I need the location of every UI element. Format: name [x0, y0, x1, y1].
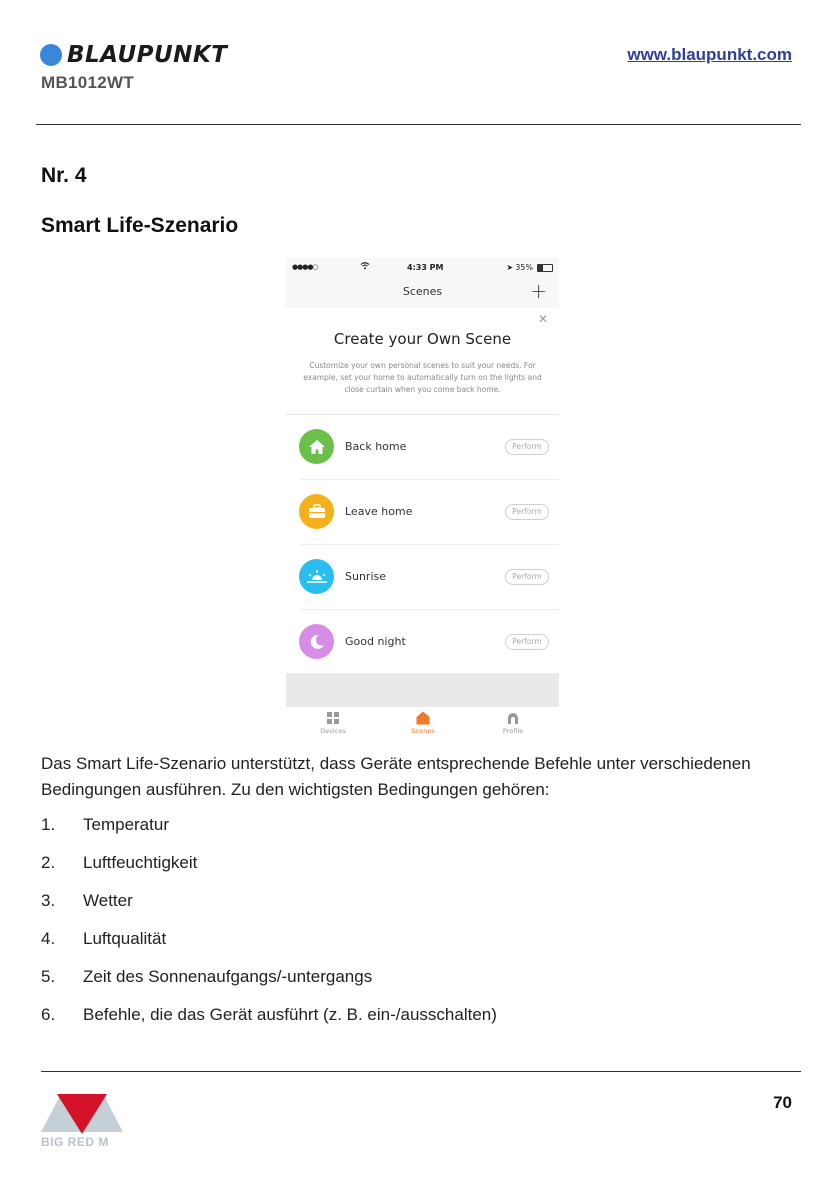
intro-paragraph: Das Smart Life-Szenario unterstützt, dass Geräte entsprechende Befehle unter verschiedenen Bedingungen ausführen. Zu den wichtigsten Bedingungen gehören:: [41, 754, 751, 799]
list-text: Zeit des Sonnenaufgangs/-untergangs: [83, 967, 373, 986]
list-number: 4.: [41, 929, 56, 948]
scene-label: Leave home: [345, 505, 413, 518]
battery-icon: [537, 264, 553, 272]
add-scene-icon[interactable]: +: [530, 279, 547, 303]
list-number: 1.: [41, 815, 56, 834]
brand-name: BLAUPUNKT: [67, 42, 228, 68]
home-icon: [299, 429, 334, 464]
website-link[interactable]: www.blaupunkt.com: [627, 45, 792, 64]
logo-dot-icon: [40, 44, 62, 66]
header-divider: [36, 124, 801, 125]
logo-text: BIG RED M: [41, 1135, 109, 1149]
big-red-m-logo: [41, 1092, 123, 1152]
scene-item-sunrise[interactable]: [286, 545, 559, 610]
sunrise-icon: [299, 559, 334, 594]
footer-divider: [41, 1071, 801, 1072]
wifi-icon: [360, 261, 370, 273]
perform-button[interactable]: Perform: [505, 439, 549, 455]
model-number: MB1012WT: [41, 73, 135, 92]
home-icon: [416, 711, 430, 725]
nav-bar: [286, 278, 559, 308]
list-item: [41, 815, 801, 853]
location-icon: ➤: [506, 263, 514, 272]
nav-title: Scenes: [402, 285, 443, 298]
user-icon: [506, 711, 520, 725]
status-time: 4:33 PM: [407, 263, 444, 272]
perform-button[interactable]: Perform: [505, 504, 549, 520]
moon-icon: [299, 624, 334, 659]
list-text: Wetter: [83, 891, 133, 910]
section-title: Smart Life-Szenario: [41, 214, 239, 237]
status-right: [507, 263, 553, 272]
scene-item-back-home[interactable]: [286, 415, 559, 480]
tab-label: Profile: [502, 727, 524, 735]
list-number: 3.: [41, 891, 56, 910]
list-item: [41, 967, 801, 1005]
list-item: [41, 853, 801, 891]
close-icon[interactable]: ✕: [537, 312, 548, 326]
scene-label: Back home: [345, 440, 407, 453]
conditions-list: [41, 815, 801, 1043]
card-title: Create your Own Scene: [333, 330, 512, 348]
list-item: [41, 1005, 801, 1043]
tab-label: Scenes: [411, 727, 435, 735]
tab-profile[interactable]: [483, 711, 543, 735]
logo-triangle-icon: [41, 1092, 123, 1134]
card-description: Customize your own personal scenes to suit your needs. For example, set your home to automatically turn on the lights and close curtain when you come back home.: [303, 361, 542, 394]
list-text: Luftfeuchtigkeit: [83, 853, 198, 872]
list-text: Temperatur: [83, 815, 169, 834]
scene-label: Good night: [345, 635, 406, 648]
app-screenshot: [286, 258, 559, 744]
list-number: 6.: [41, 1005, 56, 1024]
list-item: [41, 929, 801, 967]
battery-percent: 35%: [515, 263, 533, 272]
page-number: 70: [773, 1093, 792, 1112]
empty-area: [286, 673, 559, 707]
list-number: 2.: [41, 853, 56, 872]
list-text: Befehle, die das Gerät ausführt (z. B. ein-/ausschalten): [83, 1005, 497, 1024]
grid-icon: [326, 711, 340, 725]
scene-label: Sunrise: [345, 570, 387, 583]
tab-scenes[interactable]: [393, 711, 453, 735]
list-text: Luftqualität: [83, 929, 167, 948]
perform-button[interactable]: Perform: [505, 569, 549, 585]
tab-devices[interactable]: [303, 711, 363, 735]
scene-item-leave-home[interactable]: [286, 480, 559, 545]
status-bar: [286, 258, 559, 278]
perform-button[interactable]: Perform: [505, 634, 549, 650]
signal-indicator: ●●●●○: [292, 263, 318, 271]
list-number: 5.: [41, 967, 56, 986]
briefcase-icon: [299, 494, 334, 529]
list-item: [41, 891, 801, 929]
section-number: Nr. 4: [41, 164, 87, 187]
brand-logo: [40, 42, 227, 68]
scene-item-good-night[interactable]: [286, 610, 559, 675]
tab-bar: [286, 707, 559, 744]
tab-label: Devices: [320, 727, 346, 735]
